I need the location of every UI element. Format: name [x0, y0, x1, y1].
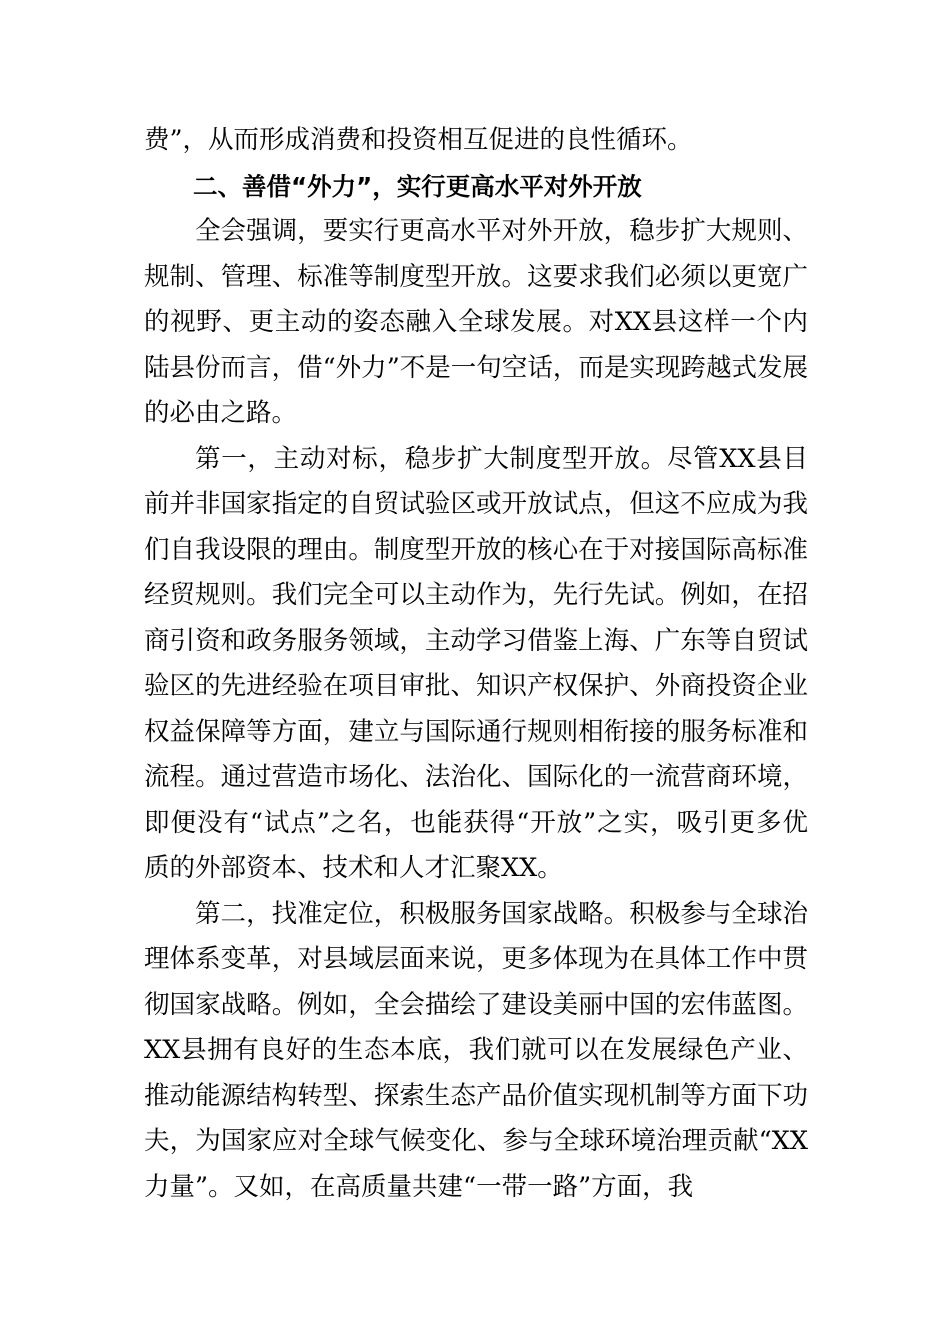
paragraph-point-one: 第一，主动对标，稳步扩大制度型开放。尽管XX县目前并非国家指定的自贸试验区或开放试点，但这不应成为我们自我设限的理由。制度型开放的核心在于对接国际高标准经贸规则。我们完全可以主动作为，先行先试。例如，在招商引资和政务服务领域，主动学习借鉴上海、广东等自贸试验区的先进经验在项目审批、知识产权保护、外商投资企业权益保障等方面，建立与国际通行规则相衔接的服务标准和流程。通过营造市场化、法治化、国际化的一流营商环境，即便没有“试点”之名，也能获得“开放”之实，吸引更多优质的外部资本、技术和人才汇聚XX。: [144, 443, 808, 883]
document-body: [144, 118, 808, 1210]
paragraph-continued: 费”，从而形成消费和投资相互促进的良性循环。: [144, 125, 693, 155]
section-heading: 二、善借“外力”，实行更高水平对外开放: [193, 171, 642, 201]
paragraph-intro: 全会强调，要实行更高水平对外开放，稳步扩大规则、规制、管理、标准等制度型开放。这要求我们必须以更宽广的视野、更主动的姿态融入全球发展。对XX县这样一个内陆县份而言，借“外力”不是一句空话，而是实现跨越式发展的必由之路。: [144, 216, 808, 428]
paragraph-point-two: 第二，找准定位，积极服务国家战略。积极参与全球治理体系变革，对县域层面来说，更多体现为在具体工作中贯彻国家战略。例如，全会描绘了建设美丽中国的宏伟蓝图。XX县拥有良好的生态本底，我们就可以在发展绿色产业、推动能源结构转型、探索生态产品价值实现机制等方面下功夫，为国家应对全球气候变化、参与全球环境治理贡献“XX力量”。又如，在高质量共建“一带一路”方面，我: [144, 898, 808, 1202]
